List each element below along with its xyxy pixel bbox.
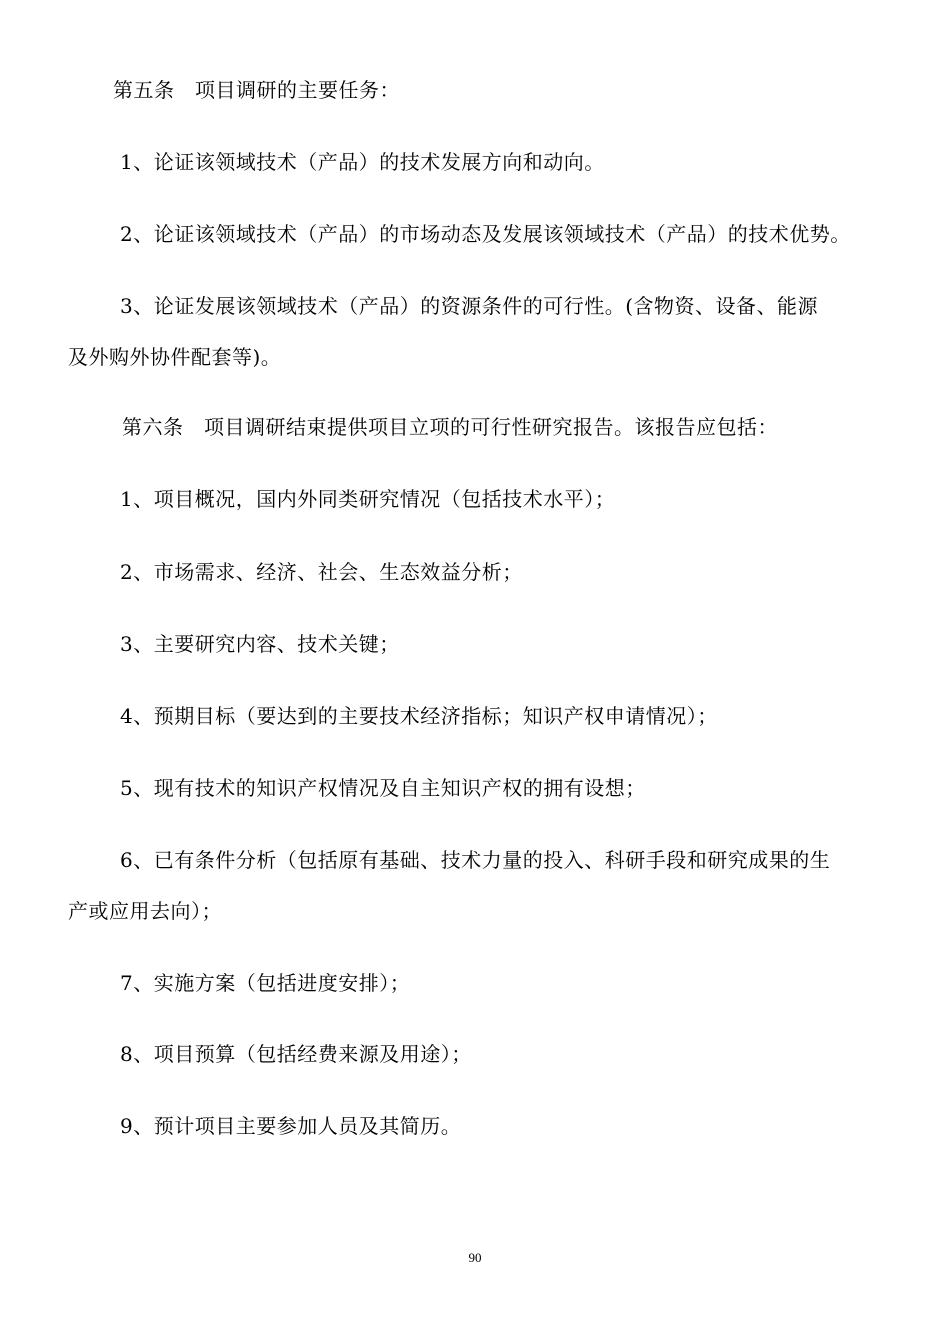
article-6-item-9: 9、预计项目主要参加人员及其简历。 (120, 1114, 462, 1138)
article-6-item-7: 7、实施方案（包括进度安排）； (120, 971, 411, 995)
article-5-item-1: 1、论证该领域技术（产品）的技术发展方向和动向。 (120, 150, 605, 174)
article-6-item-5: 5、现有技术的知识产权情况及自主知识产权的拥有设想； (120, 776, 646, 800)
article-6-item-6: 6、已有条件分析（包括原有基础、技术力量的投入、科研手段和研究成果的生 (120, 848, 831, 872)
article-5-heading: 第五条 项目调研的主要任务： (113, 78, 400, 102)
article-6-item-1: 1、项目概况，国内外同类研究情况（包括技术水平）； (120, 487, 616, 511)
article-5-item-3: 3、论证发展该领域技术（产品）的资源条件的可行性。(含物资、设备、能源 (120, 294, 819, 318)
article-6-item-6-continuation: 产或应用去向）； (68, 899, 222, 923)
article-6-item-8: 8、项目预算（包括经费来源及用途）； (120, 1042, 472, 1066)
article-6-item-2: 2、市场需求、经济、社会、生态效益分析； (120, 560, 523, 584)
page-number: 90 (468, 1250, 482, 1265)
article-6-item-4: 4、预期目标（要达到的主要技术经济指标；知识产权申请情况）； (120, 704, 718, 728)
article-6-heading: 第六条 项目调研结束提供项目立项的可行性研究报告。该报告应包括： (122, 415, 778, 439)
article-5-item-2: 2、论证该领域技术（产品）的市场动态及发展该领域技术（产品）的技术优势。 (120, 222, 851, 246)
article-6-item-3: 3、主要研究内容、技术关键； (120, 632, 400, 656)
article-5-item-3-continuation: 及外购外协件配套等)。 (68, 345, 282, 369)
